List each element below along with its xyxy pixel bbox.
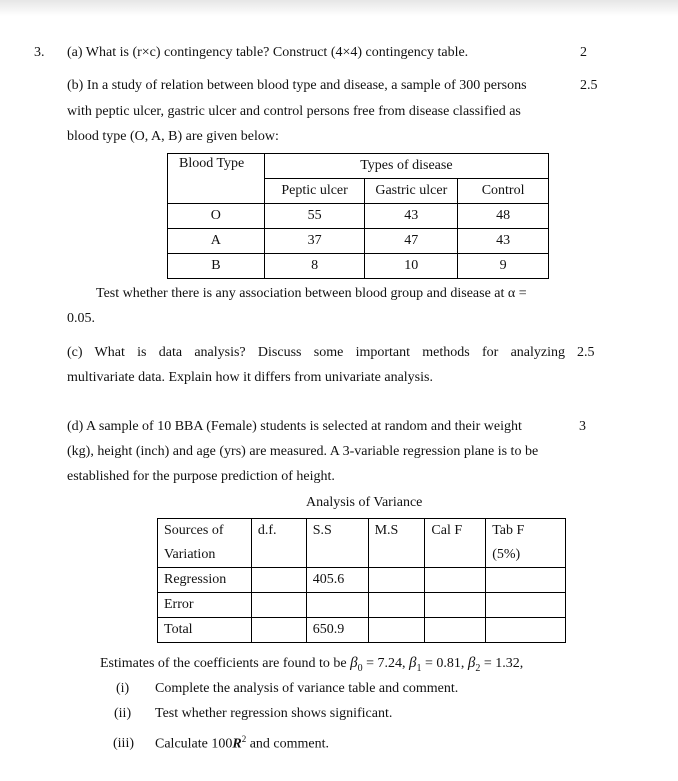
table-row	[158, 618, 566, 643]
blood-type-table	[167, 153, 549, 279]
table-cell	[368, 618, 425, 643]
part-b-marks: 2.5	[580, 78, 598, 93]
item-ii-number: (ii)	[114, 706, 132, 721]
table-row	[168, 154, 549, 179]
table-cell	[486, 593, 566, 618]
beta-1-symbol: β	[409, 655, 417, 671]
beta-0-symbol: β	[350, 655, 358, 671]
table-cell	[251, 568, 306, 593]
item-iii-suffix: and comment.	[246, 736, 330, 752]
table-cell	[251, 543, 306, 568]
table-cell: 8	[264, 254, 365, 279]
item-iii-number: (iii)	[113, 736, 134, 751]
column-header: Cal F	[425, 519, 486, 544]
page-top-shadow	[0, 0, 678, 16]
table-row	[158, 568, 566, 593]
column-header: Sources of	[158, 519, 252, 544]
estimates-prefix: Estimates of the coefficients are found to be	[100, 656, 347, 671]
beta-2-subscript: 2	[475, 662, 481, 674]
part-c-line1: (c) What is data analysis? Discuss some important methods for analyzing	[67, 345, 565, 360]
part-c-line2: multivariate data. Explain how it differs from univariate analysis.	[67, 370, 433, 385]
table-cell	[306, 543, 368, 568]
table-cell	[425, 618, 486, 643]
column-header: Gastric ulcer	[365, 179, 458, 204]
column-header: (5%)	[486, 543, 566, 568]
row-label: A	[168, 229, 265, 254]
row-label: Error	[158, 593, 252, 618]
table-cell	[425, 593, 486, 618]
table-row	[168, 204, 549, 229]
item-i-number: (i)	[116, 681, 130, 696]
part-b-test-line2: 0.05.	[67, 311, 95, 326]
r-squared-symbol: R	[232, 736, 242, 752]
beta-2-symbol: β	[467, 655, 476, 671]
table-cell	[306, 593, 368, 618]
part-b-line1: (b) In a study of relation between blood type and disease, a sample of 300 persons	[67, 78, 527, 93]
part-a-marks: 2	[580, 45, 587, 60]
column-header: Peptic ulcer	[264, 179, 365, 204]
table-cell	[368, 593, 425, 618]
table-row	[168, 254, 549, 279]
table-cell	[425, 543, 486, 568]
column-header: M.S	[368, 519, 425, 544]
beta-1-value: = 0.81,	[421, 656, 465, 671]
blood-type-header: Blood Type	[168, 154, 265, 204]
item-iii-text	[155, 734, 329, 753]
row-label: Total	[158, 618, 252, 643]
item-ii-text: Test whether regression shows significant.	[155, 706, 393, 721]
table-cell: 43	[458, 229, 549, 254]
table-row	[158, 593, 566, 618]
table-cell: 55	[264, 204, 365, 229]
column-header: Variation	[158, 543, 252, 568]
row-label: B	[168, 254, 265, 279]
beta-1-subscript: 1	[416, 662, 422, 674]
table-cell: 48	[458, 204, 549, 229]
table-cell	[368, 543, 425, 568]
table-cell: 650.9	[306, 618, 368, 643]
table-cell: 37	[264, 229, 365, 254]
part-d-line2: (kg), height (inch) and age (yrs) are measured. A 3-variable regression plane is to be	[67, 444, 539, 459]
part-d-marks: 3	[579, 419, 586, 434]
table-cell: 405.6	[306, 568, 368, 593]
r-squared-exponent: 2	[241, 734, 247, 744]
table-cell: 10	[365, 254, 458, 279]
table-cell	[251, 593, 306, 618]
part-d-line1: (d) A sample of 10 BBA (Female) students is selected at random and their weight	[67, 419, 522, 434]
table-row	[168, 229, 549, 254]
part-c-marks: 2.5	[577, 345, 595, 360]
table-cell	[486, 568, 566, 593]
table-row	[158, 519, 566, 544]
row-label: Regression	[158, 568, 252, 593]
item-iii-prefix: Calculate 100	[155, 736, 233, 752]
part-d-line3: established for the purpose prediction of height.	[67, 469, 335, 484]
table-cell	[486, 618, 566, 643]
table-cell: 9	[458, 254, 549, 279]
beta-2-value: = 1.32,	[480, 656, 524, 671]
table-cell	[425, 568, 486, 593]
table-cell	[368, 568, 425, 593]
column-header: Control	[458, 179, 549, 204]
estimates-line	[100, 655, 523, 674]
column-header: d.f.	[251, 519, 306, 544]
beta-0-value: = 7.24,	[362, 656, 406, 671]
part-b-test-line1: Test whether there is any association between blood group and disease at α =	[96, 286, 527, 301]
question-number: 3.	[34, 45, 45, 60]
anova-table	[157, 518, 566, 643]
table-row	[158, 543, 566, 568]
table-cell: 43	[365, 204, 458, 229]
table-cell: 47	[365, 229, 458, 254]
part-a-text: (a) What is (r×c) contingency table? Construct (4×4) contingency table.	[67, 45, 469, 60]
part-b-line2: with peptic ulcer, gastric ulcer and control persons free from disease classified as	[67, 104, 521, 119]
beta-0-subscript: 0	[357, 662, 363, 674]
part-b-line3: blood type (O, A, B) are given below:	[67, 129, 279, 144]
item-i-text: Complete the analysis of variance table and comment.	[155, 681, 459, 696]
disease-group-header: Types of disease	[264, 154, 548, 179]
table-cell	[251, 618, 306, 643]
anova-title: Analysis of Variance	[306, 495, 423, 510]
column-header: Tab F	[486, 519, 566, 544]
column-header: S.S	[306, 519, 368, 544]
row-label: O	[168, 204, 265, 229]
